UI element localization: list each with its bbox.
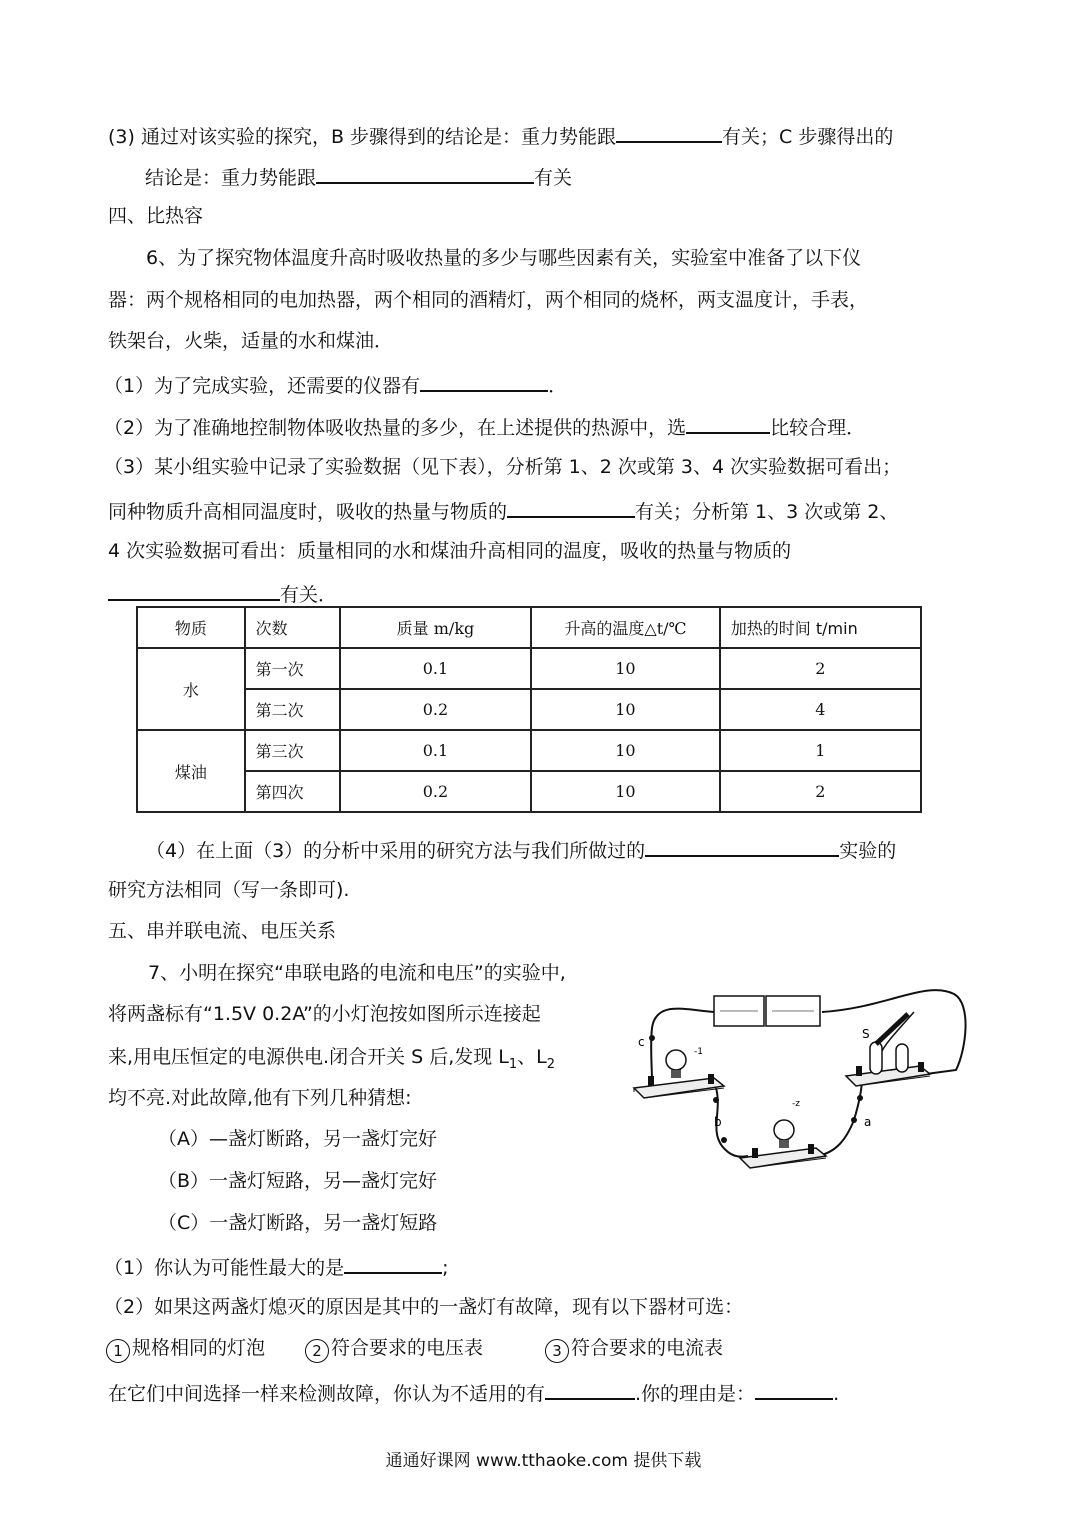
table-cell-trial: 第四次	[245, 771, 340, 812]
table-cell-mass: 0.1	[340, 730, 531, 771]
table-cell-dt: 10	[531, 771, 720, 812]
q7-equipment: 1 规格相同的灯泡 2 符合要求的电压表 3 符合要求的电流表	[106, 1335, 723, 1363]
q6-part2: （2）为了准确地控制物体吸收热量的多少，在上述提供的热源中，选 比较合理．	[104, 412, 865, 441]
table-cell-dt: 10	[531, 689, 720, 730]
table-header-cell: 质量 m/kg	[340, 607, 531, 648]
q6-part3-line4: 有关．	[108, 579, 337, 608]
label-s: S	[862, 1027, 870, 1041]
label-b: b	[714, 1115, 722, 1129]
table-row	[137, 771, 921, 812]
q7-part2: （2）如果这两盏灯熄灭的原因是其中的一盏灯有故障，现有以下器材可选：	[104, 1296, 744, 1318]
q6-part3-line1: （3）某小组实验中记录了实验数据（见下表），分析第 1、2 次或第 3、4 次实验数据可看出；	[104, 456, 902, 478]
table-cell-time: 1	[720, 730, 921, 771]
q6-part1: （1）为了完成实验，还需要的仪器有 ．	[104, 370, 567, 399]
q6-part4-line2: 研究方法相同（写一条即可).	[108, 879, 350, 901]
table-header-cell: 升高的温度△t/℃	[531, 607, 720, 648]
answer-blank[interactable]	[545, 1378, 635, 1400]
switch-icon	[870, 1042, 882, 1074]
q7-option-a: （A）—盏灯断路，另一盏灯完好	[158, 1128, 437, 1150]
answer-blank[interactable]	[108, 579, 280, 601]
table-cell-trial: 第三次	[245, 730, 340, 771]
table-header-cell: 加热的时间 t/min	[720, 607, 921, 648]
table-cell-substance: 煤油	[137, 730, 245, 812]
light-bulb-icon	[666, 1050, 686, 1070]
q7-option-c: （C）一盏灯断路，另一盏灯短路	[158, 1212, 438, 1234]
answer-blank[interactable]	[507, 496, 635, 518]
q7-line2: 将两盏标有“1.5V 0.2A”的小灯泡按如图所示连接起	[108, 1003, 541, 1025]
q7-line4: 均不亮.对此故障,他有下列几种猜想:	[108, 1087, 412, 1109]
q7-line3: 来,用电压恒定的电源供电.闭合开关 S 后,发现 $L_1$、$L_2$	[108, 1046, 556, 1072]
q6-intro-line1: 6、为了探究物体温度升高时吸收热量的多少与哪些因素有关，实验室中准备了以下仪	[146, 247, 862, 269]
table-cell-trial: 第一次	[245, 648, 340, 689]
table-row	[137, 648, 921, 689]
data-table	[136, 606, 922, 813]
table-header-cell: 次数	[245, 607, 340, 648]
q6-part4-line1: （4）在上面（3）的分析中采用的研究方法与我们所做过的 实验的	[146, 835, 896, 864]
q7-line1: 7、小明在探究“串联电路的电流和电压”的实验中,	[148, 962, 566, 984]
circuit-diagram	[626, 970, 971, 1180]
circled-number: 1	[106, 1339, 130, 1363]
answer-blank[interactable]	[616, 121, 722, 143]
table-cell-dt: 10	[531, 648, 720, 689]
section-heading: 四、比热容	[108, 205, 204, 227]
q6-intro-line2: 器：两个规格相同的电加热器，两个相同的酒精灯，两个相同的烧杯，两支温度计，手表，	[108, 289, 869, 311]
table-row	[137, 689, 921, 730]
label-c: c	[638, 1035, 645, 1049]
q7-part1: （1）你认为可能性最大的是 ;	[104, 1252, 449, 1281]
label-l1: -1	[694, 1047, 703, 1057]
table-cell-mass: 0.1	[340, 648, 531, 689]
circled-number: 2	[305, 1339, 329, 1363]
answer-blank[interactable]	[344, 1252, 442, 1274]
answer-blank[interactable]	[420, 370, 548, 392]
q7-last-line: 在它们中间选择一样来检测故障，你认为不适用的有 .你的理由是： .	[108, 1378, 839, 1407]
table-cell-time: 4	[720, 689, 921, 730]
table-header-cell: 物质	[137, 607, 245, 648]
light-bulb-icon	[774, 1120, 794, 1140]
table-cell-time: 2	[720, 648, 921, 689]
q5-part3-line1: (3) 通过对该实验的探究，B 步骤得到的结论是：重力势能跟 有关；C 步骤得出的	[108, 121, 893, 150]
circled-number: 3	[545, 1339, 569, 1363]
table-cell-trial: 第二次	[245, 689, 340, 730]
q5-part3-line2: 结论是：重力势能跟 有关	[145, 162, 572, 191]
table-cell-mass: 0.2	[340, 771, 531, 812]
answer-blank[interactable]	[755, 1378, 833, 1400]
label-l2: -z	[792, 1099, 800, 1109]
page-footer: 通通好课网 www.tthaoke.com 提供下载	[385, 1451, 702, 1471]
table-row	[137, 730, 921, 771]
table-cell-time: 2	[720, 771, 921, 812]
table-cell-substance: 水	[137, 648, 245, 730]
answer-blank[interactable]	[686, 412, 770, 434]
q6-part3-line3: 4 次实验数据可看出：质量相同的水和煤油升高相同的温度，吸收的热量与物质的	[108, 540, 792, 562]
table-cell-mass: 0.2	[340, 689, 531, 730]
table-header-row	[137, 607, 921, 648]
q6-intro-line3: 铁架台，火柴，适量的水和煤油．	[108, 330, 394, 352]
answer-blank[interactable]	[316, 162, 534, 184]
table-cell-dt: 10	[531, 730, 720, 771]
q6-part3-line2: 同种物质升高相同温度时，吸收的热量与物质的 有关；分析第 1、3 次或第 2、	[108, 496, 898, 525]
q7-option-b: （B）一盏灯短路，另—盏灯完好	[158, 1170, 438, 1192]
section-heading: 五、串并联电流、电压关系	[108, 920, 337, 942]
label-a: a	[864, 1115, 872, 1129]
answer-blank[interactable]	[645, 835, 839, 857]
